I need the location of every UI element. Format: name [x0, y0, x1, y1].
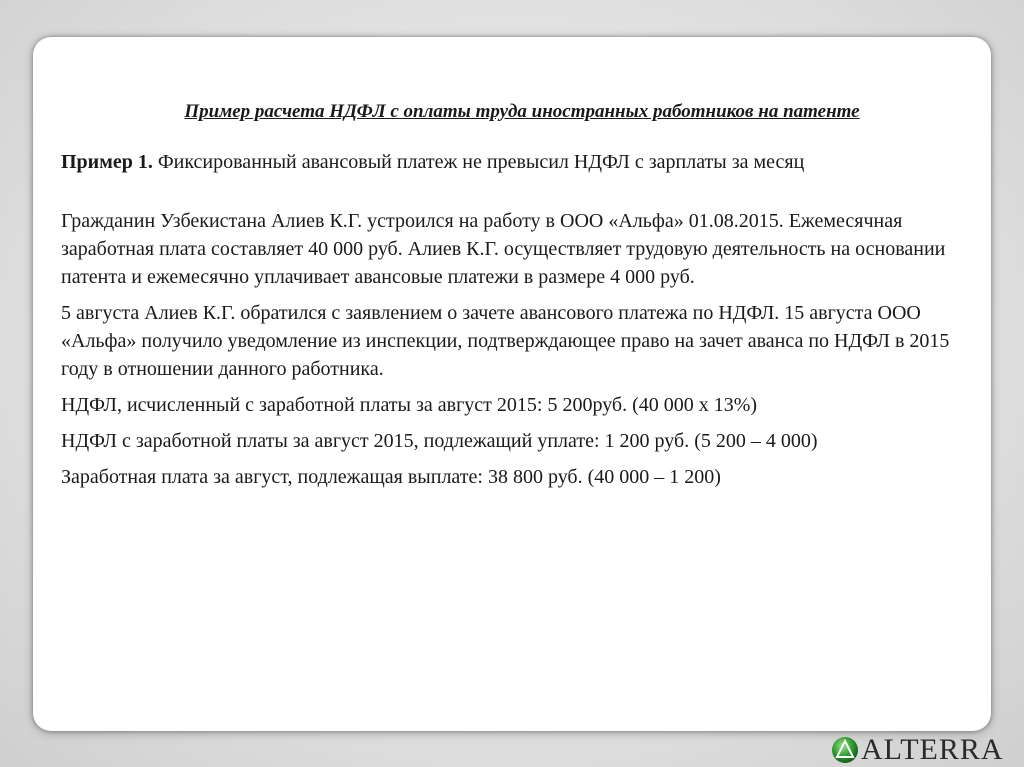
- green-sphere-triangle-icon: [831, 736, 859, 764]
- paragraph-ndfl-calculated: НДФЛ, исчисленный с заработной платы за август 2015: 5 200руб. (40 000 х 13%): [61, 394, 758, 416]
- slide-card: [33, 37, 991, 731]
- paragraph-employment: Гражданин Узбекистана Алиев К.Г. устроился на работу в ООО «Альфа» 01.08.2015. Ежемесячная заработная плата составляет 40 000 руб. Алиев К.Г. осуществляет трудовую деятельность на основании патента и ежемесячно уплачивает авансовые платежи в размере 4 000 руб.: [61, 210, 946, 288]
- slide-title: Пример расчета НДФЛ с оплаты труда иностранных работников на патенте: [184, 101, 860, 122]
- slide-content: [61, 101, 971, 499]
- paragraph-ndfl-payable: НДФЛ с заработной платы за август 2015, подлежащий уплате: 1 200 руб. (5 200 – 4 000): [61, 430, 818, 452]
- alterra-logo: [831, 734, 1004, 766]
- logo-text: ALTERRA: [861, 733, 1004, 766]
- paragraph-salary-payable: Заработная плата за август, подлежащая выплате: 38 800 руб. (40 000 – 1 200): [61, 466, 721, 488]
- example-text: Фиксированный авансовый платеж не превысил НДФЛ с зарплаты за месяц: [152, 151, 805, 173]
- example-heading: [61, 151, 971, 174]
- paragraph-application: 5 августа Алиев К.Г. обратился с заявлением о зачете авансового платежа по НДФЛ. 15 августа ООО «Альфа» получило уведомление из инспекции, подтверждающее право на зачет аванса по НДФЛ в 2015 году в отношении данного работника.: [61, 302, 950, 380]
- example-label: Пример 1.: [61, 151, 153, 173]
